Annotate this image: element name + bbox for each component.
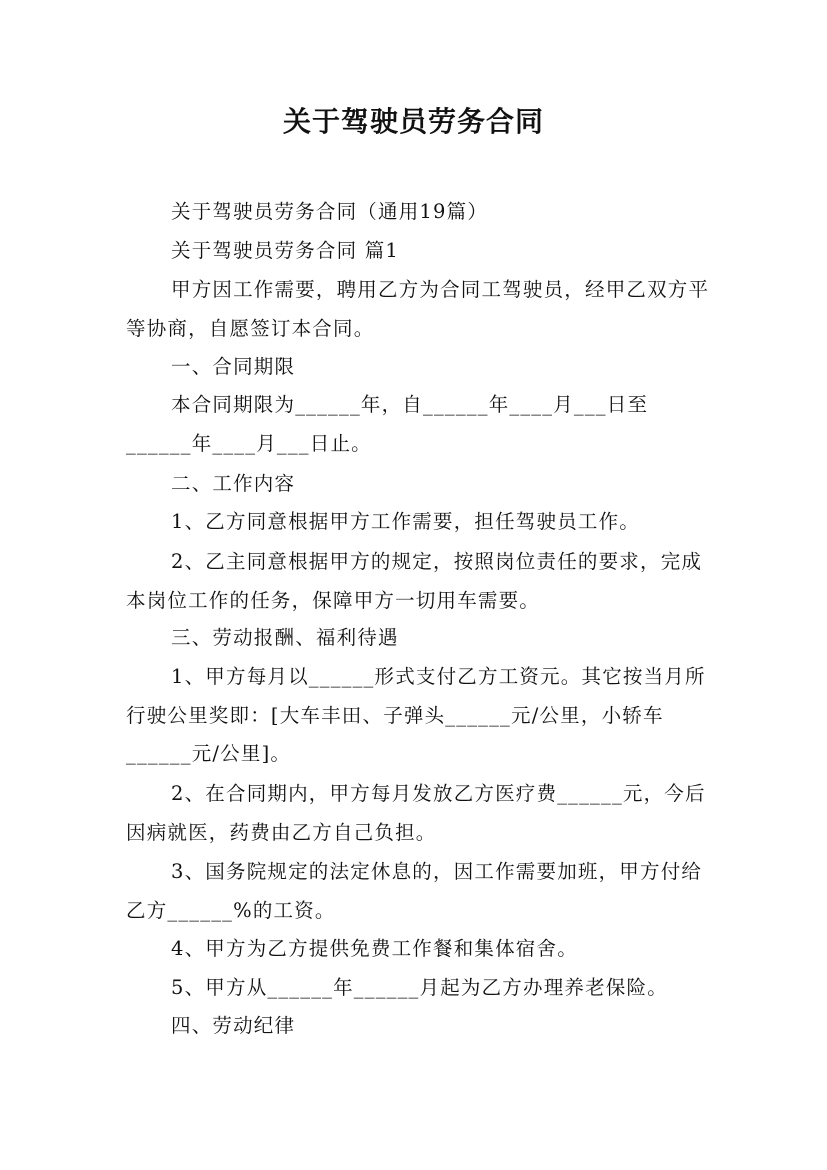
heading-labor-discipline: 四、劳动纪律 [171, 1014, 296, 1037]
paragraph-compensation-5: 5、甲方从______年______月起为乙方办理养老保险。 [171, 976, 668, 999]
heading-compensation: 三、劳动报酬、福利待遇 [171, 626, 399, 649]
paragraph-compensation-3: 3、国务院规定的法定休息的，因工作需要加班，甲方付给乙方______%的工资。 [126, 860, 703, 922]
paragraph-work-2: 2、乙主同意根据甲方的规定，按照岗位责任的要求，完成本岗位工作的任务，保障甲方一切用车需要。 [126, 550, 703, 612]
heading-contract-term: 一、合同期限 [171, 355, 296, 378]
paragraph-contract-term: 本合同期限为______年，自______年____月___日至______年____月___日止。 [126, 393, 649, 455]
paragraph-section-heading: 关于驾驶员劳务合同 篇1 [171, 239, 400, 262]
heading-work-content: 二、工作内容 [171, 472, 296, 495]
paragraph-work-1: 1、乙方同意根据甲方工作需要，担任驾驶员工作。 [171, 510, 641, 533]
paragraph-compensation-4: 4、甲方为乙方提供免费工作餐和集体宿舍。 [171, 937, 578, 960]
document-title: 关于驾驶员劳务合同 [282, 105, 544, 138]
paragraph-compensation-1: 1、甲方每月以______形式支付乙方工资元。其它按当月所行驶公里奖即：[大车丰田、子弹头______元/公里，小轿车______元/公里]。 [126, 665, 706, 765]
paragraph-subtitle: 关于驾驶员劳务合同（通用19篇） [171, 200, 489, 223]
paragraph-intro: 甲方因工作需要，聘用乙方为合同工驾驶员，经甲乙双方平等协商，自愿签订本合同。 [126, 278, 710, 340]
paragraph-compensation-2: 2、在合同期内，甲方每月发放乙方医疗费______元，今后因病就医，药费由乙方自己负担。 [126, 782, 706, 844]
